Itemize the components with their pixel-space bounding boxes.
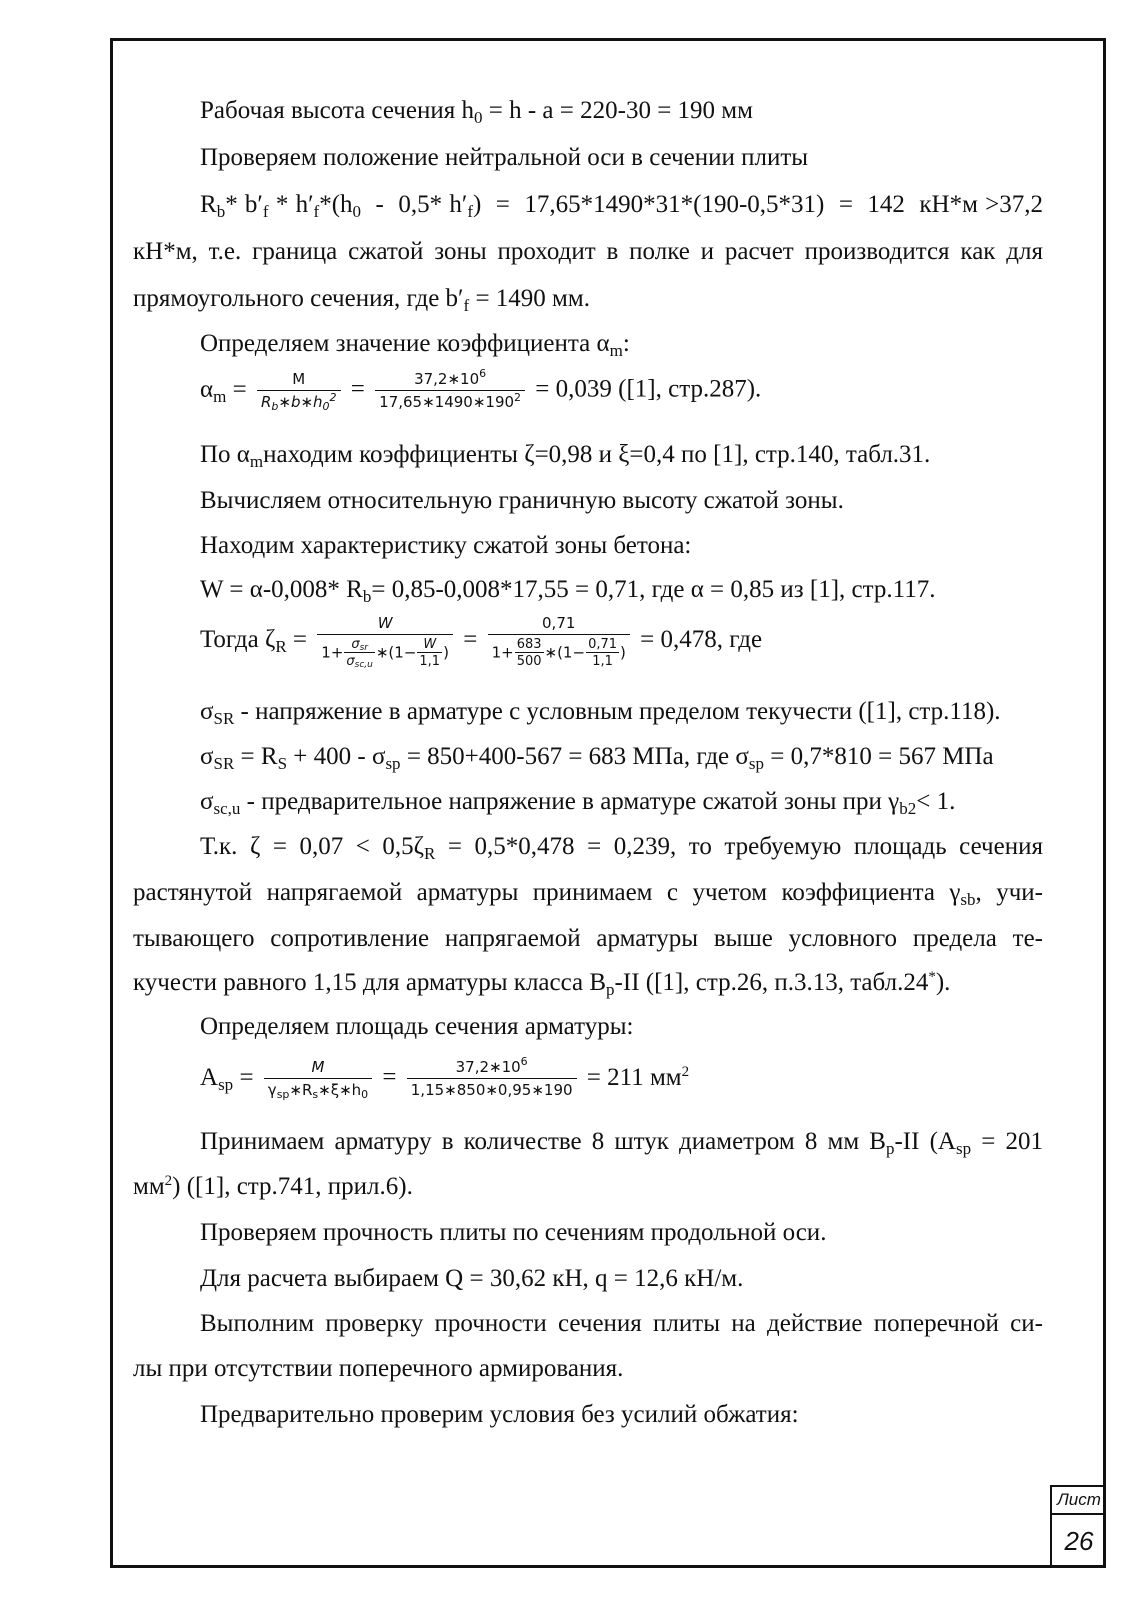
text-concrete-characteristic: Находим характеристику сжатой зоны бетона: bbox=[200, 532, 692, 559]
text-shear-check: Выполним проверку прочности сечения плиты на действие поперечной си- bbox=[200, 1310, 1043, 1337]
text-relative-height: Вычисляем относительную граничную высоту сжатой зоны. bbox=[200, 487, 844, 514]
text-gamma-sb: растянутой напрягаемой арматуры принимаем с учетом коэффициента $\gamma_{sb}$, учи- bbox=[133, 879, 1044, 909]
text-sigma-sr-definition: $\sigma_{SR}$ - напряжение в арматуре с условным пределом текучести ([1], стр.118). bbox=[200, 698, 1001, 728]
sheet-label: Лист bbox=[1052, 1487, 1106, 1515]
formula-alpha-m: $\alpha_m$ = $\frac{M}{R_b∗b∗h_0^2}$ = $\frac{37,2∗10^6}{17,65∗1490∗190^2}$ = 0,039 ([1], стр.287). bbox=[200, 367, 762, 413]
text-preliminary-check: Предварительно проверим условия без усилий обжатия: bbox=[200, 1401, 799, 1428]
formula-a-sp: $A_{sp}$ = $\frac{M}{\gamma_{sp}∗R_s∗\xi∗h_0}$ = $\frac{37,2∗10^6}{1,15∗850∗0,95∗190}$ = 211 $мм^2$ bbox=[200, 1055, 690, 1101]
text-compressed-zone: кН*м, т.е. граница сжатой зоны проходит в полке и расчет производится как для bbox=[133, 238, 1043, 265]
sheet-number: 26 bbox=[1064, 1526, 1094, 1556]
text-class-bp: кучести равного 1,15 для арматуры класса $B_p-II$ ([1], стр.26, п.3.13, табл.24*). bbox=[133, 969, 951, 999]
formula-zeta-r: Тогда $\zeta_R$ = W 1+ $\frac{\sigma_{sr}}{\sigma_{sc,u}}$ ∗(1− $\frac{W}{1,1}$ ) = 0,71 1+ $\frac{683}{500}$ ∗(1− $\frac{0,71}{1,1}$ ) = 0,478, где bbox=[200, 614, 763, 670]
text-working-height: Рабочая высота сечения $h_0 = h - a = 220-30 = 190$ мм bbox=[200, 97, 753, 127]
text-area-intro: Определяем площадь сечения арматуры: bbox=[200, 1013, 634, 1040]
text-q-values: Для расчета выбираем Q = 30,62 кН, q = 12,6 кН/м. bbox=[200, 1265, 744, 1292]
text-resistance: тывающего сопротивление напрягаемой арматуры выше условного предела те- bbox=[133, 925, 1043, 952]
sheet-stamp bbox=[1050, 1485, 1106, 1568]
text-sigma-sr-value: $\sigma_{SR} = R_S + 400 - \sigma_{sp} = 850+400-567 = 683$ МПа, где $\sigma_{sp} = 0,7*810 = 567$ МПа bbox=[200, 743, 994, 773]
text-accept-reinforcement: Принимаем арматуру в количестве 8 штук диаметром 8 мм $B_p-II$ ($A_{sp} = 201$ bbox=[200, 1128, 1043, 1158]
text-alpha-m-intro: Определяем значение коэффициента $\alpha_m$: bbox=[200, 330, 630, 360]
text-moment-check: $R_b*$ $b'_f * h'_f*(h_0 - 0,5*$ $h'_f) = 17,65*1490*31*(190-0,5*31) = 142$ кН*м >37,2 bbox=[200, 191, 1044, 221]
text-no-transverse: лы при отсутствии поперечного армирования. bbox=[133, 1355, 624, 1382]
text-reference-741: $мм^2$) ([1], стр.741, прил.6). bbox=[133, 1173, 413, 1200]
text-sigma-scu-definition: $\sigma_{sc,u}$ - предварительное напряжение в арматуре сжатой зоны при $\gamma_{b2}< 1$. bbox=[200, 788, 956, 818]
text-check-neutral-axis: Проверяем положение нейтральной оси в сечении плиты bbox=[200, 144, 809, 171]
text-condition-zeta: Т.к. $\zeta = 0,07 < 0,5\zeta_R = 0,5*0,478 = 0,239$, то требуемую площадь сечения bbox=[200, 833, 1043, 863]
text-coefficients-zeta-xi: По $\alpha_mнаходим$ коэффициенты ζ=0,98 и ξ=0,4 по [1], стр.140, табл.31. bbox=[200, 441, 931, 471]
text-rectangular-section: прямоугольного сечения, где $b'_f = 1490$ мм. bbox=[133, 285, 590, 315]
text-check-strength: Проверяем прочность плиты по сечениям продольной оси. bbox=[200, 1219, 827, 1246]
text-w-value: W = α-0,008* $R_b= 0,85-0,008*17,55 = 0,71$, где α = 0,85 из [1], стр.117. bbox=[200, 576, 936, 606]
